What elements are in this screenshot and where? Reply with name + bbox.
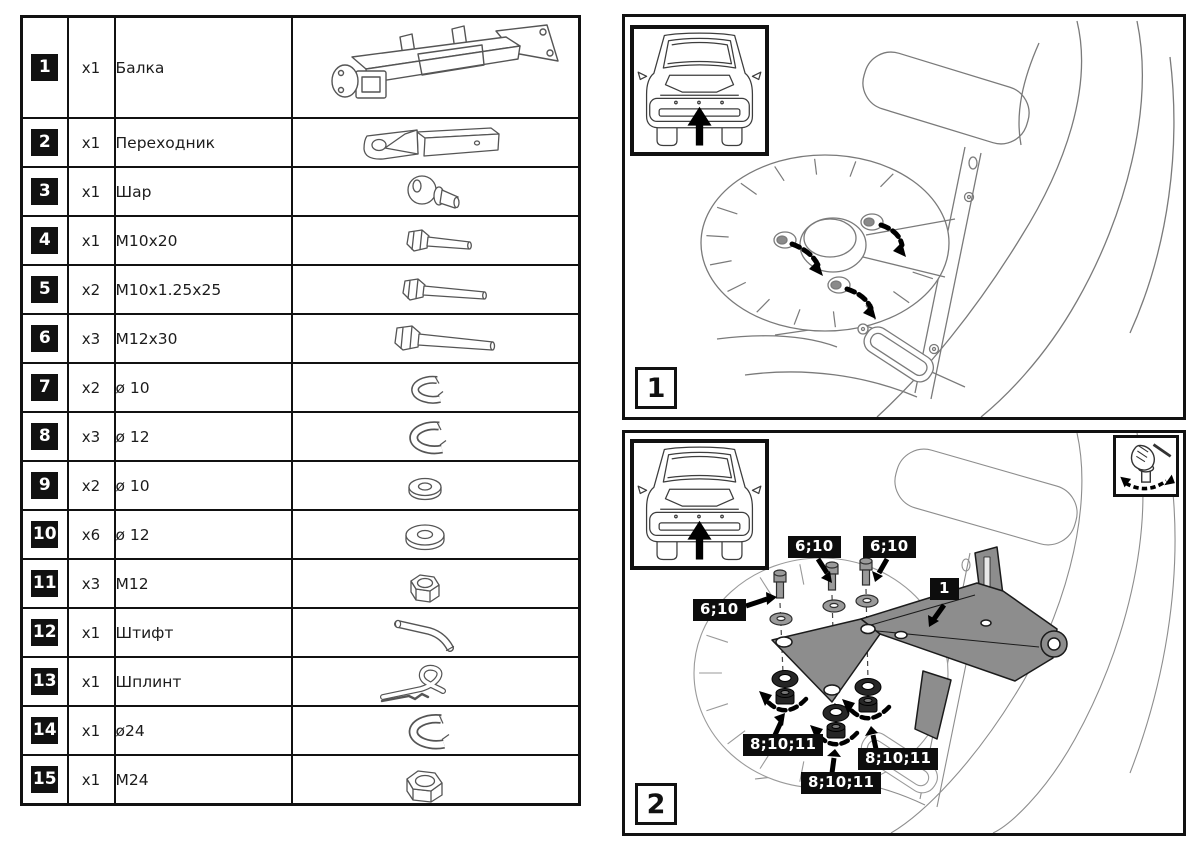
hex-nut-icon: [293, 561, 579, 607]
part-qty: x1: [68, 657, 115, 706]
part-name: ø 10: [115, 461, 292, 510]
callout-bolt-label: 6;10: [863, 536, 916, 558]
table-row: [22, 167, 580, 216]
bolt-large-icon: [293, 316, 579, 362]
callout-bolt-label: 6;10: [788, 536, 841, 558]
bolt-medium-icon: [293, 267, 579, 313]
muffler-shape: [856, 45, 1036, 150]
car-rear-inset: [630, 439, 769, 570]
callout-nut-label: 8;10;11: [743, 734, 823, 756]
part-name: M24: [115, 755, 292, 805]
part-name: ø24: [115, 706, 292, 755]
part-qty: x1: [68, 216, 115, 265]
part-number-badge: 1: [31, 54, 58, 81]
ball-icon: [293, 169, 579, 215]
step-number: 1: [646, 372, 666, 404]
step1-panel: [622, 14, 1186, 420]
callout-nut-label: 8;10;11: [801, 772, 881, 794]
part-qty: x1: [68, 706, 115, 755]
car-rear-inset: [630, 25, 769, 156]
table-row: [22, 755, 580, 805]
part-name: Балка: [115, 17, 292, 119]
part-number-badge: 9: [31, 472, 58, 499]
spring-washer-large-icon: [293, 708, 579, 754]
part-number-badge: 4: [31, 227, 58, 254]
part-name: ø 10: [115, 363, 292, 412]
table-row: [22, 118, 580, 167]
adapter-icon: [293, 120, 579, 166]
callout-bolt-label: 6;10: [693, 599, 746, 621]
callout-nut-label: 8;10;11: [858, 748, 938, 770]
part-qty: x2: [68, 363, 115, 412]
part-name: Переходник: [115, 118, 292, 167]
table-row: [22, 216, 580, 265]
bolt-small-icon: [293, 218, 579, 264]
pin-icon: [293, 610, 579, 656]
part-name: ø 12: [115, 510, 292, 559]
part-number-badge: 3: [31, 178, 58, 205]
part-number-badge: 6: [31, 325, 58, 352]
part-number-badge: 7: [31, 374, 58, 401]
part-qty: x2: [68, 461, 115, 510]
part-name: M10x20: [115, 216, 292, 265]
table-row: [22, 510, 580, 559]
part-number-badge: 10: [31, 521, 58, 548]
part-qty: x2: [68, 265, 115, 314]
part-qty: x1: [68, 167, 115, 216]
part-name: M10x1.25x25: [115, 265, 292, 314]
table-row: [22, 608, 580, 657]
part-qty: x3: [68, 559, 115, 608]
part-number-badge: 12: [31, 619, 58, 646]
table-row: [22, 706, 580, 755]
part-name: Шар: [115, 167, 292, 216]
parts-table: [20, 15, 581, 806]
part-number-badge: 5: [31, 276, 58, 303]
table-row: [22, 657, 580, 706]
hex-nut-large-icon: [293, 757, 579, 803]
spring-washer-medium-icon: [293, 414, 579, 460]
part-name: Штифт: [115, 608, 292, 657]
part-qty: x6: [68, 510, 115, 559]
table-row: [22, 314, 580, 363]
flat-washer-large-icon: [293, 512, 579, 558]
part-number-badge: 14: [31, 717, 58, 744]
cotter-pin-icon: [293, 659, 579, 705]
part-number-badge: 13: [31, 668, 58, 695]
part-qty: x3: [68, 314, 115, 363]
part-qty: x1: [68, 17, 115, 119]
step-number-box: [635, 783, 677, 825]
part-name: M12: [115, 559, 292, 608]
part-number-badge: 11: [31, 570, 58, 597]
part-name: ø 12: [115, 412, 292, 461]
part-qty: x1: [68, 755, 115, 805]
part-number-badge: 2: [31, 129, 58, 156]
part-qty: x3: [68, 412, 115, 461]
table-row: [22, 17, 580, 119]
part-qty: x1: [68, 118, 115, 167]
table-row: [22, 461, 580, 510]
table-row: [22, 363, 580, 412]
part-number-badge: 15: [31, 766, 58, 793]
step2-panel: [622, 430, 1186, 836]
part-name: Шплинт: [115, 657, 292, 706]
table-row: [22, 412, 580, 461]
towbar-beam-icon: [293, 21, 579, 115]
part-number-badge: 8: [31, 423, 58, 450]
step-number: 2: [646, 788, 666, 820]
part-name: M12x30: [115, 314, 292, 363]
part-qty: x1: [68, 608, 115, 657]
muffler-shape: [888, 443, 1083, 552]
table-row: [22, 265, 580, 314]
spring-washer-small-icon: [293, 365, 579, 411]
table-row: [22, 559, 580, 608]
callout-beam-label: 1: [930, 578, 959, 600]
flat-washer-small-icon: [293, 463, 579, 509]
step-number-box: [635, 367, 677, 409]
hand-tighten-inset: [1113, 435, 1179, 497]
